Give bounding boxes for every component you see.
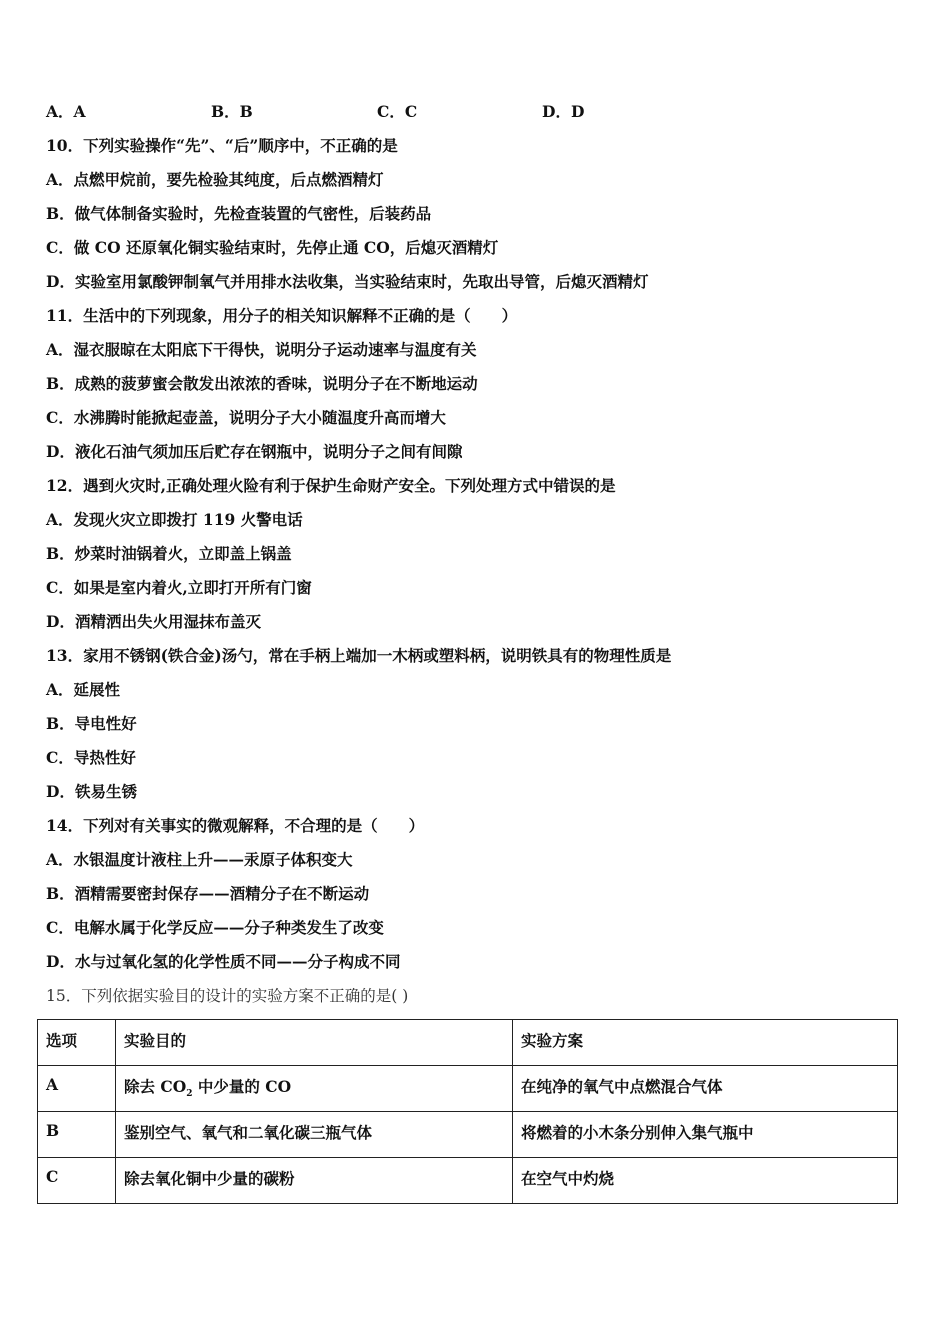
row-a-plan: 在纯净的氧气中点燃混合气体: [513, 1066, 898, 1112]
q12-option-c[interactable]: C．如果是室内着火,立即打开所有门窗: [46, 578, 312, 597]
row-c-plan: 在空气中灼烧: [513, 1158, 898, 1204]
table-row-c[interactable]: [38, 1158, 898, 1204]
table-row-b[interactable]: [38, 1112, 898, 1158]
q10-option-a[interactable]: A．点燃甲烷前，要先检验其纯度，后点燃酒精灯: [46, 170, 384, 189]
row-b-plan: 将燃着的小木条分别伸入集气瓶中: [513, 1112, 898, 1158]
q14-option-c[interactable]: C．电解水属于化学反应——分子种类发生了改变: [46, 918, 384, 937]
q11-option-a[interactable]: A．湿衣服晾在太阳底下干得快，说明分子运动速率与温度有关: [46, 340, 477, 359]
q13-option-b[interactable]: B．导电性好: [46, 714, 137, 733]
row-a-purpose-post: 中少量的 CO: [192, 1077, 292, 1096]
row-a-purpose-sub: 2: [186, 1089, 193, 1100]
q15-stem: 15．下列依据实验目的设计的实验方案不正确的是( ): [46, 987, 409, 1005]
row-a-label: A: [38, 1066, 116, 1112]
q9-option-d[interactable]: D．D: [542, 102, 585, 121]
q9-option-c[interactable]: C．C: [377, 102, 418, 121]
table-row-a[interactable]: [38, 1066, 898, 1112]
q12-option-d[interactable]: D．酒精洒出失火用湿抹布盖灭: [46, 612, 261, 631]
q12-option-b[interactable]: B．炒菜时油锅着火，立即盖上锅盖: [46, 544, 292, 563]
q9-option-b[interactable]: B．B: [211, 102, 253, 121]
q14-option-d[interactable]: D．水与过氧化氢的化学性质不同——分子构成不同: [46, 952, 401, 971]
header-purpose: 实验目的: [116, 1020, 513, 1066]
q13-option-d[interactable]: D．铁易生锈: [46, 782, 137, 801]
q9-options: [46, 102, 746, 122]
q13-option-c[interactable]: C．导热性好: [46, 748, 136, 767]
q10-option-d[interactable]: D．实验室用氯酸钾制氧气并用排水法收集，当实验结束时，先取出导管，后熄灭酒精灯: [46, 272, 649, 291]
q10-option-c[interactable]: C．做 CO 还原氧化铜实验结束时，先停止通 CO，后熄灭酒精灯: [46, 238, 499, 257]
row-b-purpose: 鉴别空气、氧气和二氧化碳三瓶气体: [116, 1112, 513, 1158]
table-header-row: [38, 1020, 898, 1066]
q10-option-b[interactable]: B．做气体制备实验时，先检查装置的气密性，后装药品: [46, 204, 432, 223]
row-a-purpose: [116, 1066, 513, 1112]
q11-option-d[interactable]: D．液化石油气须加压后贮存在钢瓶中，说明分子之间有间隙: [46, 442, 463, 461]
q11-option-c[interactable]: C．水沸腾时能掀起壶盖，说明分子大小随温度升高而增大: [46, 408, 446, 427]
q10-stem: 10．下列实验操作“先”、“后”顺序中，不正确的是: [46, 136, 398, 155]
row-c-label: C: [38, 1158, 116, 1204]
row-b-label: B: [38, 1112, 116, 1158]
q11-stem: 11．生活中的下列现象，用分子的相关知识解释不正确的是（ ）: [46, 306, 518, 325]
q11-option-b[interactable]: B．成熟的菠萝蜜会散发出浓浓的香味，说明分子在不断地运动: [46, 374, 478, 393]
row-a-purpose-pre: 除去 CO: [124, 1077, 187, 1096]
q14-option-b[interactable]: B．酒精需要密封保存——酒精分子在不断运动: [46, 884, 370, 903]
q13-option-a[interactable]: A．延展性: [46, 680, 121, 699]
q9-option-a[interactable]: A．A: [46, 102, 86, 121]
q14-option-a[interactable]: A．水银温度计液柱上升——汞原子体积变大: [46, 850, 353, 869]
q12-option-a[interactable]: A．发现火灾立即拨打 119 火警电话: [46, 510, 303, 529]
q15-table: [37, 1019, 898, 1204]
q12-stem: 12．遇到火灾时,正确处理火险有利于保护生命财产安全。下列处理方式中错误的是: [46, 476, 616, 495]
header-plan: 实验方案: [513, 1020, 898, 1066]
header-option: 选项: [38, 1020, 116, 1066]
q14-stem: 14．下列对有关事实的微观解释，不合理的是（ ）: [46, 816, 425, 835]
q13-stem: 13．家用不锈钢(铁合金)汤勺，常在手柄上端加一木柄或塑料柄，说明铁具有的物理性质是: [46, 646, 672, 665]
row-c-purpose: 除去氧化铜中少量的碳粉: [116, 1158, 513, 1204]
